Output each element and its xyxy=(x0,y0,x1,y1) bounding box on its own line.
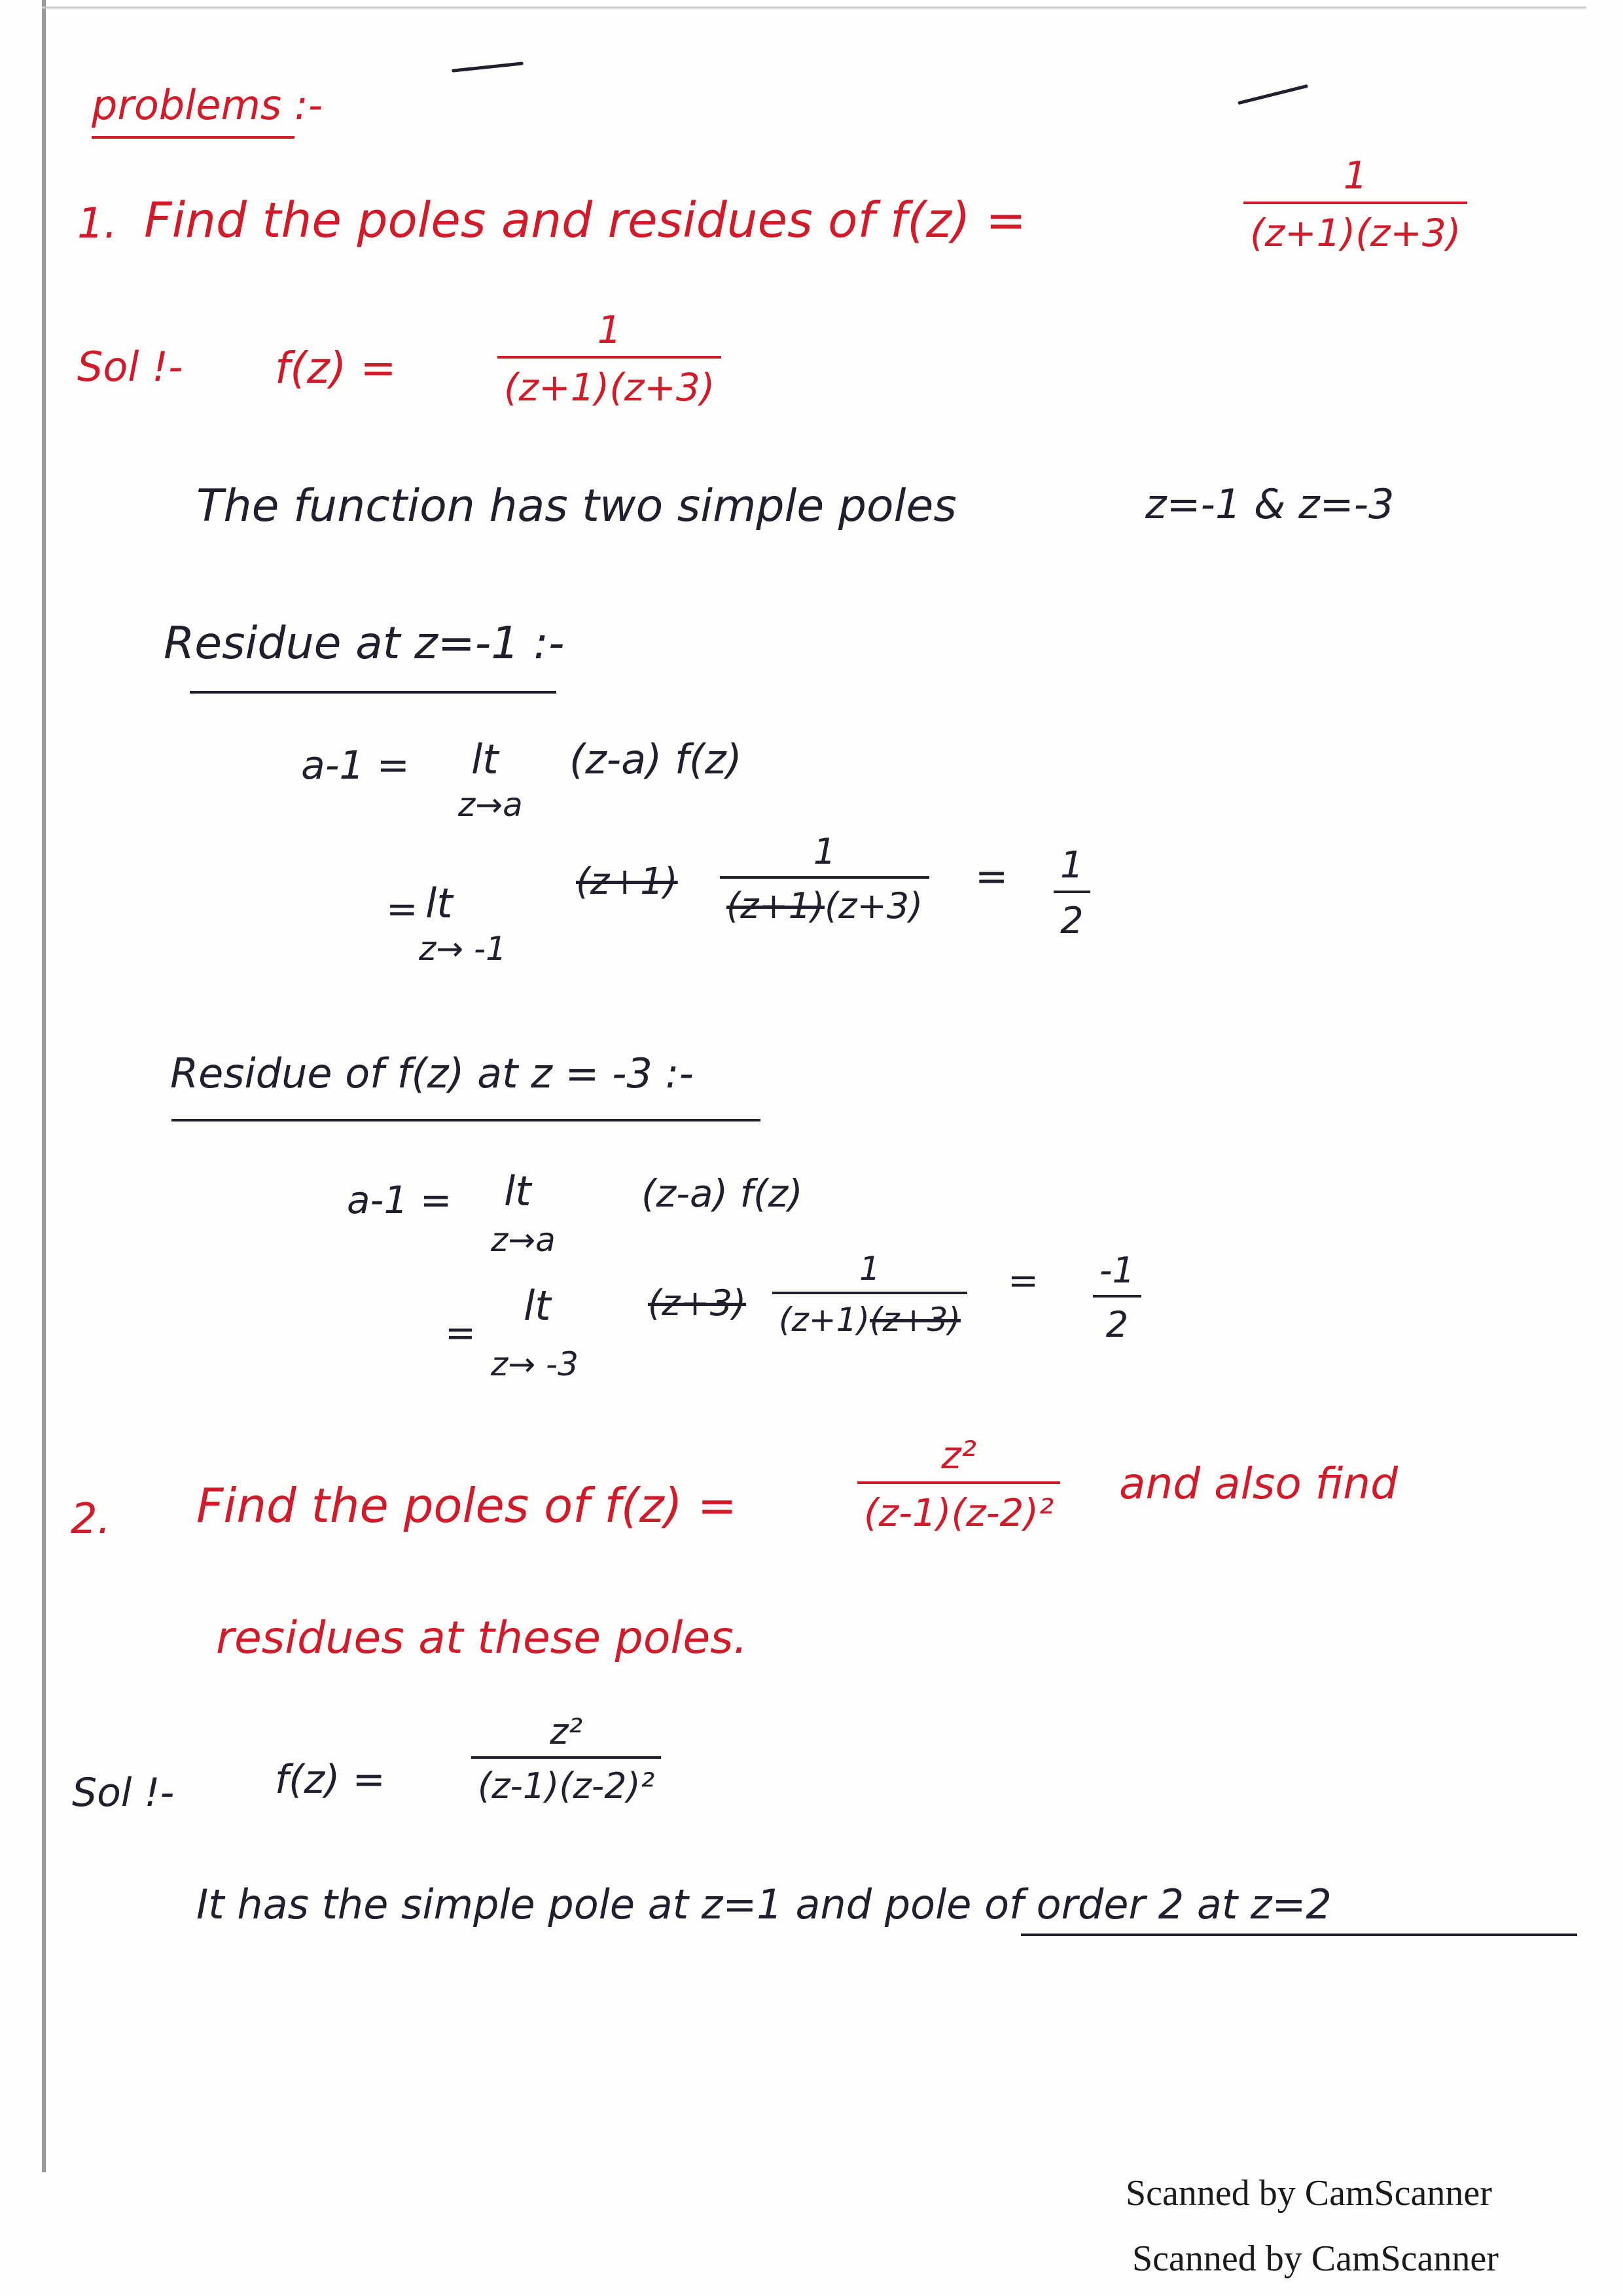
res2-result-eq: = xyxy=(1008,1260,1039,1302)
page-heading: problems :- xyxy=(92,81,323,129)
res1-result xyxy=(1054,844,1090,942)
q1-denominator: (z+1)(z+3) xyxy=(1250,211,1461,255)
q2-line2: residues at these poles. xyxy=(216,1612,748,1664)
sol1-numerator: 1 xyxy=(597,308,622,352)
res2-heading: Residue of f(z) at z = -3 :- xyxy=(170,1050,694,1097)
q2-fraction xyxy=(857,1433,1060,1535)
sol2-lhs: f(z) = xyxy=(275,1757,385,1803)
sol2-underline xyxy=(1021,1934,1577,1936)
res2-den-struck: (z+3) xyxy=(869,1301,961,1339)
q1-fraction xyxy=(1243,153,1467,255)
sol1-statement: The function has two simple poles xyxy=(196,480,957,532)
q2-numerator: z² xyxy=(941,1433,976,1477)
heading-underline xyxy=(92,136,294,139)
sol2-numerator: z² xyxy=(550,1711,583,1752)
res1-fraction xyxy=(720,831,929,927)
res2-limit2: lt xyxy=(524,1282,551,1330)
q1-number: 1. xyxy=(77,200,118,248)
sol2-denominator: (z-1)(z-2)² xyxy=(478,1765,655,1807)
res2-fraction xyxy=(772,1250,967,1339)
q1-text: Find the poles and residues of f(z) = xyxy=(144,192,1027,249)
res2-numerator: 1 xyxy=(859,1250,880,1288)
res1-heading: Residue at z=-1 :- xyxy=(164,618,565,669)
q2-number: 2. xyxy=(71,1495,111,1544)
sol2-fraction xyxy=(471,1711,661,1807)
scanner-watermark-2: Scanned by CamScanner xyxy=(1132,2238,1499,2279)
res1-limit2: lt xyxy=(425,879,453,927)
res1-limit2-sub: z→ -1 xyxy=(419,930,507,968)
res2-expr: (z-a) f(z) xyxy=(641,1171,803,1216)
res1-den-struck: (z+1) xyxy=(726,885,825,927)
sol2-statement: It has the simple pole at z=1 and pole of order 2 at z=2 xyxy=(196,1881,1332,1928)
res2-limit-sub: z→a xyxy=(491,1221,556,1259)
res2-den-rest: (z+1) xyxy=(779,1301,870,1339)
res1-result-num: 1 xyxy=(1060,844,1084,887)
res2-result-num: -1 xyxy=(1099,1250,1135,1291)
page-edge-left xyxy=(42,0,46,2172)
res1-heading-underline xyxy=(190,691,556,694)
res1-lhs: a-1 = xyxy=(301,743,410,788)
res1-expr: (z-a) f(z) xyxy=(569,735,742,783)
q1-numerator: 1 xyxy=(1343,153,1368,198)
res2-limit2-sub: z→ -3 xyxy=(491,1345,579,1383)
page-edge-top xyxy=(42,7,1586,9)
res2-result xyxy=(1093,1250,1141,1345)
res1-result-eq: = xyxy=(975,854,1008,900)
scanner-watermark-1: Scanned by CamScanner xyxy=(1126,2173,1492,2214)
res1-den-rest: (z+3) xyxy=(825,885,923,927)
q2-denominator: (z-1)(z-2)² xyxy=(864,1491,1054,1535)
sol1-denominator: (z+1)(z+3) xyxy=(504,365,715,410)
sol1-lhs: f(z) = xyxy=(275,343,397,393)
res2-eq: = xyxy=(445,1312,476,1354)
res1-limit-sub: z→a xyxy=(458,786,523,824)
pen-mark xyxy=(452,62,524,72)
sol2-label: Sol !- xyxy=(72,1770,175,1816)
res1-eq: = xyxy=(386,887,418,931)
res1-numerator: 1 xyxy=(813,831,836,872)
res1-factor: (z+1) xyxy=(576,860,678,903)
sol1-fraction xyxy=(497,308,721,410)
res2-lhs: a-1 = xyxy=(347,1178,452,1222)
q2-text: Find the poles of f(z) = xyxy=(196,1478,737,1533)
sol1-poles: z=-1 & z=-3 xyxy=(1145,480,1395,528)
res2-limit: lt xyxy=(504,1167,531,1215)
res1-limit: lt xyxy=(471,735,499,783)
res2-result-den: 2 xyxy=(1105,1304,1129,1345)
pen-mark xyxy=(1238,84,1308,105)
sol1-label: Sol !- xyxy=(77,343,183,391)
res2-factor: (z+3) xyxy=(648,1282,747,1324)
res1-result-den: 2 xyxy=(1060,900,1084,942)
q2-tail: and also find xyxy=(1119,1458,1399,1509)
res2-heading-underline xyxy=(171,1119,760,1122)
